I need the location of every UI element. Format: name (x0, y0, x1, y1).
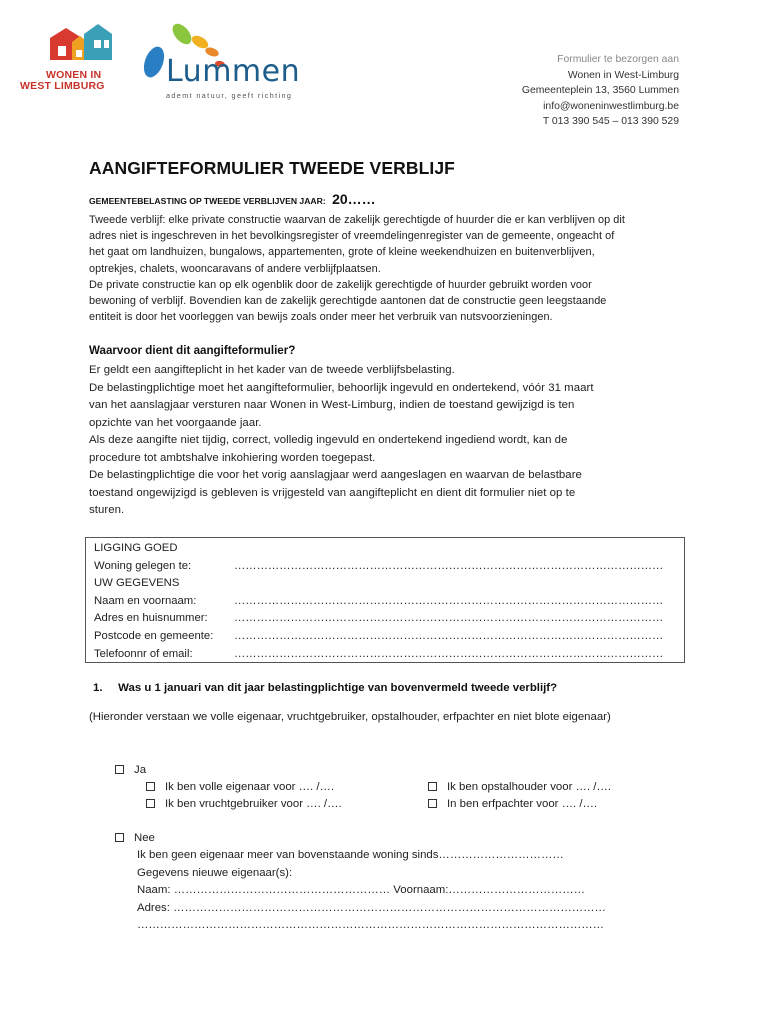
nee-details (137, 847, 606, 935)
address-header: Formulier te bezorgen aan (557, 54, 679, 65)
postcode-label: Postcode en gemeente: (94, 629, 214, 642)
nee-new-owner-heading: Gegevens nieuwe eigenaar(s): (137, 866, 293, 879)
why-line: Als deze aangifte niet tijdig, correct, volledig ingevuld en ondertekend ingediend wordt, kan de (89, 434, 568, 446)
woning-field[interactable]: …………………………………………………………………………………………………… (234, 559, 664, 572)
intro-line: optrekjes, chalets, wooncaravans of andere verblijfplaatsen. (89, 262, 381, 275)
intro-line: De private constructie kan op elk ogenblik door de zakelijk gerechtigde of huurder gebruikt worden voor (89, 278, 592, 291)
why-line: De belastingplichtige moet het aangifteformulier, behoorlijk ingevuld en ondertekend, vóór 31 maart (89, 381, 594, 394)
question-1 (93, 682, 557, 694)
tax-year-field[interactable]: 20…… (332, 191, 376, 207)
lummen-logo-tagline: ademt natuur, geeft richting (166, 91, 293, 100)
adres-field[interactable]: …………………………………………………………………………………………………… (234, 612, 664, 625)
nee-name-field[interactable]: Naam: ………………………………………………… Voornaam:……………………………… (137, 884, 586, 897)
checkbox-icon[interactable] (115, 833, 124, 842)
houses-icon (20, 24, 124, 72)
woning-label: Woning gelegen te: (94, 559, 192, 572)
nee-address-extra-field[interactable]: …………………………………………………………………………………………………………… (137, 919, 605, 932)
why-line: van het aanslagjaar versturen naar Wonen in West-Limburg, indien de toestand gewijzigd is ten (89, 399, 575, 411)
intro-line: entiteit is door het voorleggen van bewijs zoals onder meer het verbruik van nutsvoorzieningen. (89, 311, 553, 324)
option-volle-label: Ik ben volle eigenaar voor …. /…. (165, 781, 335, 793)
why-paragraph (89, 362, 689, 520)
address-email: info@woneninwestlimburg.be (543, 100, 679, 112)
nee-sinds-field[interactable]: Ik ben geen eigenaar meer van bovenstaande woning sinds…………………………… (137, 849, 564, 861)
why-heading: Waarvoor dient dit aangifteformulier? (89, 344, 296, 357)
question-text: Was u 1 januari van dit jaar belastingplichtige van bovenvermeld tweede verblijf? (118, 682, 558, 694)
intro-line: bewoning of verblijf. Bovendien kan de zakelijk gerechtigde aantonen dat de constructie geen leegstaande (89, 295, 607, 308)
option-volle-eigenaar[interactable] (146, 779, 334, 796)
adres-label: Adres en huisnummer: (94, 612, 208, 625)
why-line: procedure tot ambtshalve inkohiering worden toegepast. (89, 451, 376, 464)
naam-field[interactable]: …………………………………………………………………………………………………… (234, 594, 664, 607)
checkbox-icon[interactable] (146, 782, 155, 791)
nee-address-field[interactable]: Adres: …………………………………………………………………………………………………… (137, 901, 606, 914)
telefoon-label: Telefoonnr of email: (94, 647, 193, 660)
option-vrucht-label: Ik ben vruchtgebruiker voor …. /…. (165, 798, 342, 810)
gegevens-heading: UW GEGEVENS (94, 577, 180, 590)
intro-line: het gaat om landhuizen, bungalows, appartementen, grote of kleine weekendhuizen en buitenverblijven, (89, 246, 595, 259)
option-erfpachter[interactable] (428, 796, 597, 813)
address-block (522, 52, 679, 130)
wonen-logo-line1: WONEN IN (46, 69, 102, 81)
option-erfpacht-label: In ben erfpachter voor …. /…. (447, 798, 598, 810)
page-title: AANGIFTEFORMULIER TWEEDE VERBLIJF (89, 158, 455, 178)
why-line: sturen. (89, 504, 125, 516)
lummen-logo (142, 18, 312, 98)
address-org: Wonen in West-Limburg (567, 69, 679, 81)
checkbox-icon[interactable] (428, 799, 437, 808)
why-line: toestand ongewijzigd is gebleven is vrijgesteld van aangifteplicht en dient dit formulier niet op te (89, 486, 576, 499)
telefoon-field[interactable]: …………………………………………………………………………………………………… (234, 647, 664, 660)
why-line: Er geldt een aangifteplicht in het kader van de tweede verblijfsbelasting. (89, 364, 455, 376)
tax-year-line (89, 191, 376, 207)
checkbox-icon[interactable] (146, 799, 155, 808)
question-number: 1. (93, 682, 103, 694)
wonen-logo-line2: WEST LIMBURG (20, 80, 105, 92)
option-ja-label: Ja (134, 764, 147, 776)
why-line: opzichte van het voorgaande jaar. (89, 416, 262, 429)
ligging-heading: LIGGING GOED (94, 542, 178, 554)
option-vruchtgebruiker[interactable] (146, 796, 342, 813)
why-line: De belastingplichtige die voor het vorig aanslagjaar werd aangeslagen en waarvan de belastbare (89, 469, 582, 481)
option-nee[interactable] (115, 830, 155, 847)
postcode-field[interactable]: …………………………………………………………………………………………………… (234, 629, 664, 642)
checkbox-icon[interactable] (428, 782, 437, 791)
checkbox-icon[interactable] (115, 765, 124, 774)
option-opstalhouder[interactable] (428, 779, 611, 796)
intro-line: Tweede verblijf: elke private constructie waarvan de zakelijk gerechtigde of huurder die er kan verblijven op dit (89, 214, 625, 226)
wonen-west-limburg-logo (20, 24, 124, 94)
option-nee-label: Nee (134, 832, 155, 844)
lummen-logo-name: Lummen (166, 54, 301, 89)
question-1-note: (Hieronder verstaan we volle eigenaar, vruchtgebruiker, opstalhouder, erfpachter en niet blote eigenaar) (89, 711, 611, 723)
address-phone: T 013 390 545 – 013 390 529 (542, 116, 679, 128)
address-street: Gemeenteplein 13, 3560 Lummen (521, 85, 679, 97)
details-box (85, 537, 685, 663)
option-opstal-label: Ik ben opstalhouder voor …. /…. (447, 781, 611, 793)
option-ja[interactable] (115, 762, 146, 779)
naam-label: Naam en voornaam: (94, 594, 197, 607)
tax-year-label: GEMEENTEBELASTING OP TWEEDE VERBLIJVEN JAAR: (89, 196, 326, 206)
intro-paragraph (89, 212, 689, 325)
intro-line: adres niet is ingeschreven in het bevolkingsregister of vreemdelingenregister van de gemeente, ongeacht of (89, 230, 615, 243)
